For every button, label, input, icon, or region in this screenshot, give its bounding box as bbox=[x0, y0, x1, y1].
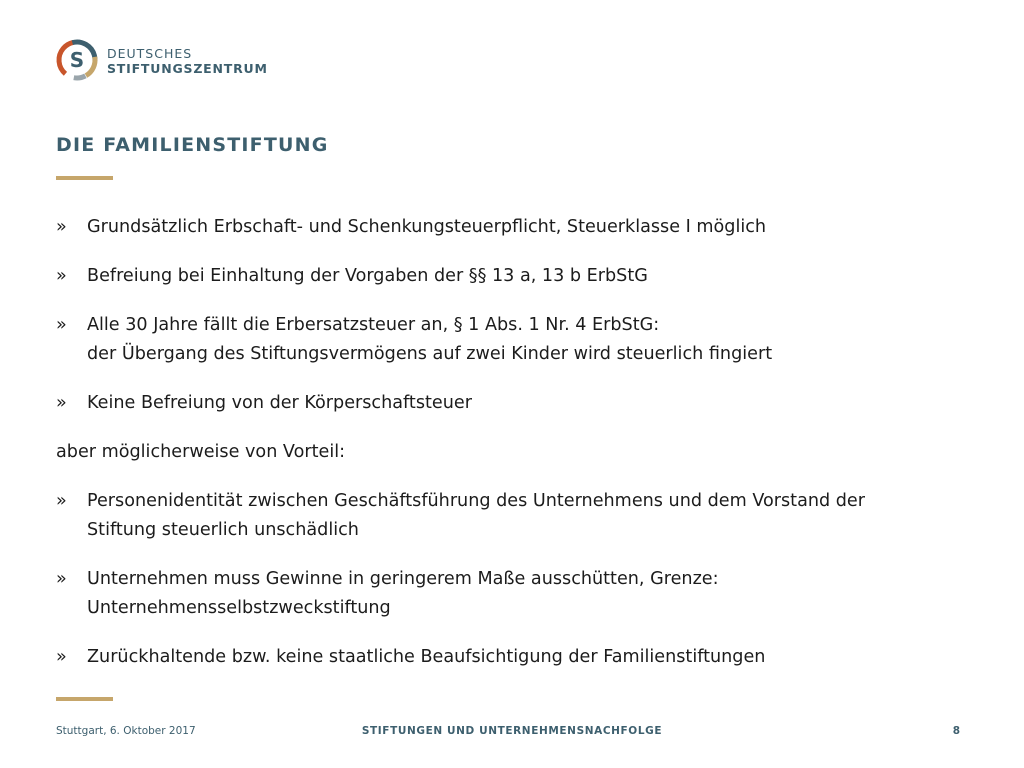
bullet-marker: » bbox=[56, 315, 67, 335]
logo-line-deutsches: DEUTSCHES bbox=[107, 45, 193, 61]
title-accent-rule bbox=[56, 176, 113, 180]
slide-title: DIE FAMILIENSTIFTUNG bbox=[56, 134, 329, 156]
page-number: 8 bbox=[952, 725, 960, 737]
bullet-marker: » bbox=[56, 569, 67, 589]
bullet-text: Befreiung bei Einhaltung der Vorgaben der §§ 13 a, 13 b ErbStG bbox=[87, 266, 648, 286]
bullet-item bbox=[56, 262, 976, 291]
bullet-text: Grundsätzlich Erbschaft- und Schenkungsteuerpflicht, Steuerklasse I möglich bbox=[87, 217, 767, 237]
footer-date: Stuttgart, 6. Oktober 2017 bbox=[56, 725, 196, 737]
bullet-marker: » bbox=[56, 491, 67, 511]
bullet-text: Unternehmen muss Gewinne in geringerem Maße ausschütten, Grenze: Unternehmensselbstzweckstiftung bbox=[87, 569, 719, 618]
stiftungszentrum-logo-icon bbox=[55, 38, 99, 82]
subheading: aber möglicherweise von Vorteil: bbox=[56, 442, 346, 462]
bullet-item bbox=[56, 565, 976, 623]
bullet-item bbox=[56, 643, 976, 672]
bullet-item bbox=[56, 213, 976, 242]
slide-content bbox=[56, 213, 976, 692]
logo-line-stiftungszentrum: STIFTUNGSZENTRUM bbox=[107, 60, 268, 76]
logo bbox=[55, 38, 268, 82]
bullet-text: Alle 30 Jahre fällt die Erbersatzsteuer an, § 1 Abs. 1 Nr. 4 ErbStG: der Übergang des Stiftungsvermögens auf zwei Kinder wird steuerlich fingiert bbox=[87, 315, 773, 364]
bullet-marker: » bbox=[56, 266, 67, 286]
bullet-item bbox=[56, 487, 976, 545]
bullet-marker: » bbox=[56, 647, 67, 667]
logo-text bbox=[107, 45, 268, 76]
footer-accent-rule bbox=[56, 697, 113, 701]
bullet-marker: » bbox=[56, 217, 67, 237]
footer-presentation-title: STIFTUNGEN UND UNTERNEHMENSNACHFOLGE bbox=[361, 725, 663, 737]
bullet-item bbox=[56, 389, 976, 418]
bullet-marker: » bbox=[56, 393, 67, 413]
bullet-text: Personenidentität zwischen Geschäftsführung des Unternehmens und dem Vorstand der Stiftung steuerlich unschädlich bbox=[87, 491, 865, 540]
logo-mark-letter: S bbox=[69, 48, 85, 72]
bullet-text: Keine Befreiung von der Körperschaftsteuer bbox=[87, 393, 472, 413]
bullet-text: Zurückhaltende bzw. keine staatliche Beaufsichtigung der Familienstiftungen bbox=[87, 647, 766, 667]
bullet-item bbox=[56, 311, 976, 369]
